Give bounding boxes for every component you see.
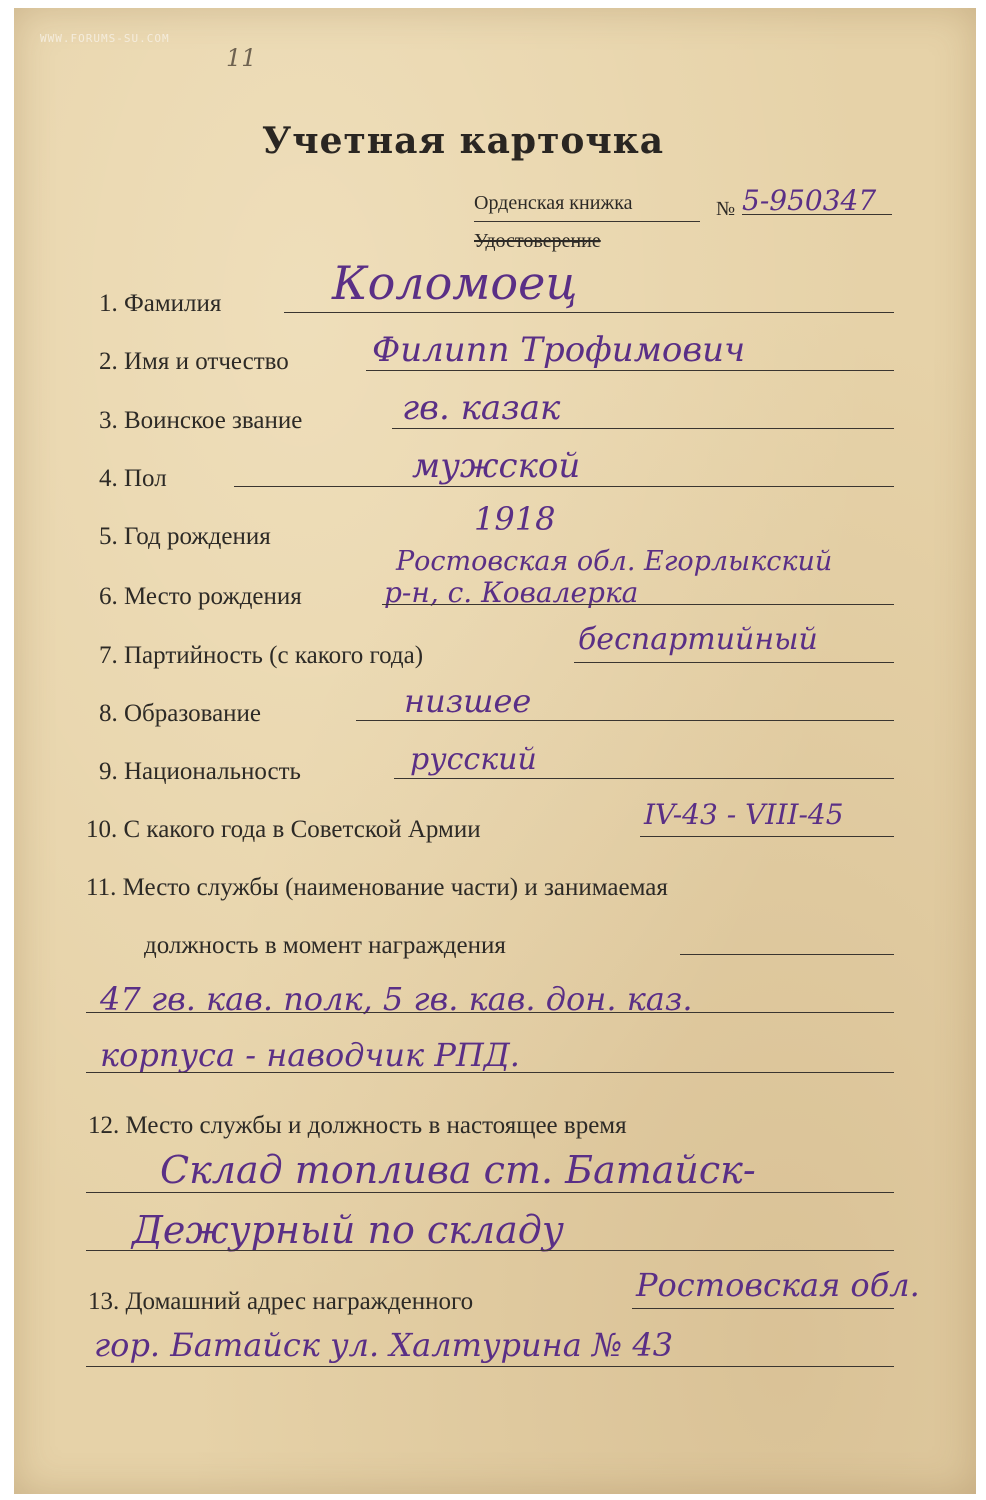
field-birth-year-value: 1918 bbox=[474, 500, 556, 538]
field-address-value-2: гор. Батайск ул. Халтурина № 43 bbox=[94, 1326, 674, 1364]
field-address-value-1: Ростовская обл. bbox=[636, 1266, 920, 1304]
field-nationality-value: русский bbox=[410, 742, 537, 777]
corner-mark: 11 bbox=[226, 44, 257, 72]
number-sign: № bbox=[716, 198, 736, 220]
field-army-since-value: IV-43 - VIII-45 bbox=[644, 798, 844, 831]
order-book-number: 5-950347 bbox=[742, 184, 877, 217]
field-address-line-2 bbox=[86, 1366, 894, 1367]
field-name-value: Филипп Трофимович bbox=[372, 330, 746, 370]
field-birth-year-label: 5. Год рождения bbox=[99, 523, 271, 550]
watermark: WWW.FORUMS-SU.COM bbox=[40, 32, 170, 45]
field-nationality-line bbox=[394, 778, 894, 779]
order-number-underline bbox=[742, 214, 892, 215]
field-current-job-value-1: Склад топлива ст. Батайск- bbox=[160, 1148, 756, 1192]
field-surname-line bbox=[284, 312, 894, 313]
order-book-label: Орденская книжка bbox=[474, 192, 633, 214]
certificate-label: Удостоверение bbox=[474, 230, 601, 252]
field-address-line-1 bbox=[632, 1308, 894, 1309]
field-birthplace-value-2: р-н, с. Ковалерка bbox=[384, 576, 639, 609]
field-surname-value: Коломоец bbox=[332, 256, 578, 310]
field-surname-label: 1. Фамилия bbox=[99, 290, 222, 317]
field-current-job-value-2: Дежурный по складу bbox=[132, 1208, 564, 1252]
field-birthplace-value-1: Ростовская обл. Егорлыкский bbox=[396, 546, 833, 577]
field-service-value-1: 47 гв. кав. полк, 5 гв. кав. дон. каз. bbox=[100, 980, 693, 1018]
field-party-line bbox=[574, 662, 894, 663]
field-rank-value: гв. казак bbox=[402, 388, 561, 428]
field-army-since-label: 10. С какого года в Советской Армии bbox=[86, 816, 481, 843]
field-rank-label: 3. Воинское звание bbox=[99, 407, 303, 434]
order-book-underline bbox=[474, 221, 700, 222]
field-birthplace-line bbox=[382, 604, 894, 605]
field-education-line bbox=[356, 720, 894, 721]
field-party-value: беспартийный bbox=[578, 622, 818, 657]
field-current-job-line-2 bbox=[86, 1250, 894, 1251]
field-service-label-2: должность в момент награждения bbox=[144, 932, 506, 959]
field-name-label: 2. Имя и отчество bbox=[99, 348, 289, 375]
field-current-job-label: 12. Место службы и должность в настоящее время bbox=[88, 1112, 627, 1139]
field-service-label-1: 11. Место службы (наименование части) и занимаемая bbox=[86, 874, 668, 901]
field-education-value: низшее bbox=[404, 682, 532, 720]
field-service-value-2: корпуса - наводчик РПД. bbox=[100, 1036, 520, 1074]
field-army-since-line bbox=[640, 836, 894, 837]
field-name-line bbox=[366, 370, 894, 371]
field-sex-label: 4. Пол bbox=[99, 465, 167, 492]
field-party-label: 7. Партийность (с какого года) bbox=[99, 642, 424, 669]
field-education-label: 8. Образование bbox=[99, 700, 262, 727]
field-service-line-1 bbox=[86, 1012, 894, 1013]
field-rank-line bbox=[392, 428, 894, 429]
field-address-label: 13. Домашний адрес награжденного bbox=[88, 1288, 474, 1315]
field-sex-line bbox=[234, 486, 894, 487]
field-birthplace-label: 6. Место рождения bbox=[99, 583, 302, 610]
card-title: Учетная карточка bbox=[262, 120, 665, 162]
field-sex-value: мужской bbox=[412, 446, 581, 486]
field-service-line-0 bbox=[680, 954, 894, 955]
field-service-line-2 bbox=[86, 1072, 894, 1073]
field-current-job-line-1 bbox=[86, 1192, 894, 1193]
field-nationality-label: 9. Национальность bbox=[99, 758, 301, 785]
